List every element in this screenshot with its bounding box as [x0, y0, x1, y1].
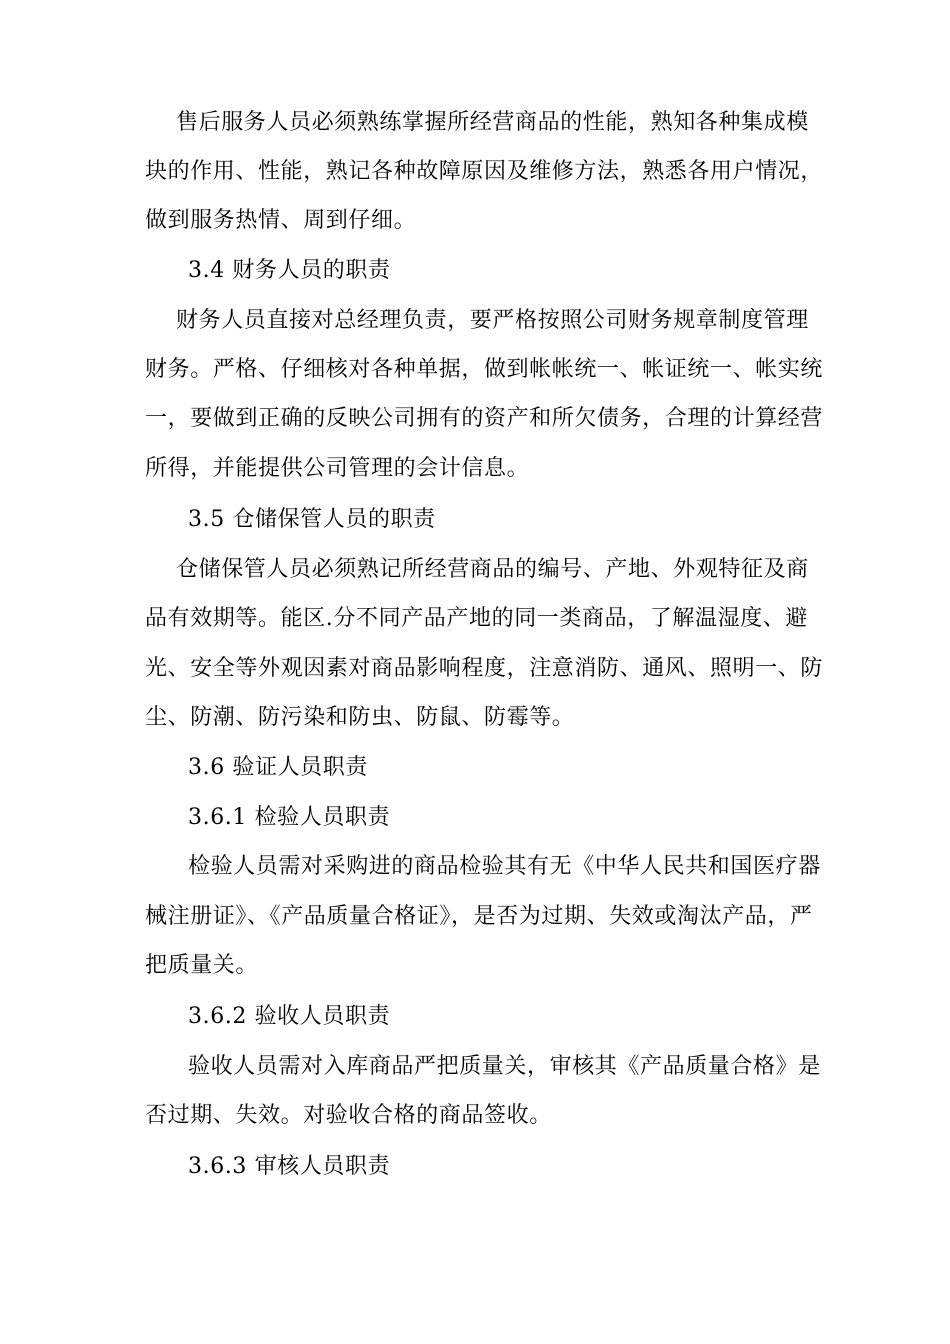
paragraph-line: 光、安全等外观因素对商品影响程度，注意消防、通风、照明一、防 — [145, 656, 824, 681]
paragraph-line: 一，要做到正确的反映公司拥有的资产和所欠债务，合理的计算经营 — [145, 406, 824, 431]
paragraph-line: 仓储保管人员必须熟记所经营商品的编号、产地、外观特征及商 — [176, 557, 809, 582]
paragraph-line: 财务人员直接对总经理负责，要严格按照公司财务规章制度管理 — [176, 308, 809, 333]
section-heading: 3.4 财务人员的职责 — [188, 258, 391, 283]
subsection-heading: 3.6.2 验收人员职责 — [188, 1004, 391, 1029]
paragraph-line: 尘、防潮、防污染和防虫、防鼠、防霉等。 — [145, 705, 575, 730]
paragraph-line: 售后服务人员必须熟练掌握所经营商品的性能，熟知各种集成模 — [176, 110, 809, 135]
paragraph-line: 做到服务热情、周到仔细。 — [145, 208, 417, 233]
paragraph-line: 检验人员需对采购进的商品检验其有无《中华人民共和国医疗器 — [188, 854, 821, 879]
paragraph-line: 械注册证》、《产品质量合格证》，是否为过期、失效或淘汰产品，严 — [145, 904, 813, 929]
paragraph-line: 块的作用、性能，熟记各种故障原因及维修方法，熟悉各用户情况， — [145, 159, 824, 184]
paragraph-line: 品有效期等。能区.分不同产品产地的同一类商品，了解温湿度、避 — [145, 606, 808, 631]
subsection-heading: 3.6.1 检验人员职责 — [188, 805, 391, 830]
paragraph-line: 财务。严格、仔细核对各种单据，做到帐帐统一、帐证统一、帐实统 — [145, 357, 824, 382]
section-heading: 3.6 验证人员职责 — [188, 755, 368, 780]
subsection-heading: 3.6.3 审核人员职责 — [188, 1154, 391, 1179]
paragraph-line: 否过期、失效。对验收合格的商品签收。 — [145, 1103, 552, 1128]
paragraph-line: 把质量关。 — [145, 953, 259, 978]
paragraph-line: 所得，并能提供公司管理的会计信息。 — [145, 456, 530, 481]
paragraph-line: 验收人员需对入库商品严把质量关，审核其《产品质量合格》是 — [188, 1054, 821, 1079]
section-heading: 3.5 仓储保管人员的职责 — [188, 507, 436, 532]
